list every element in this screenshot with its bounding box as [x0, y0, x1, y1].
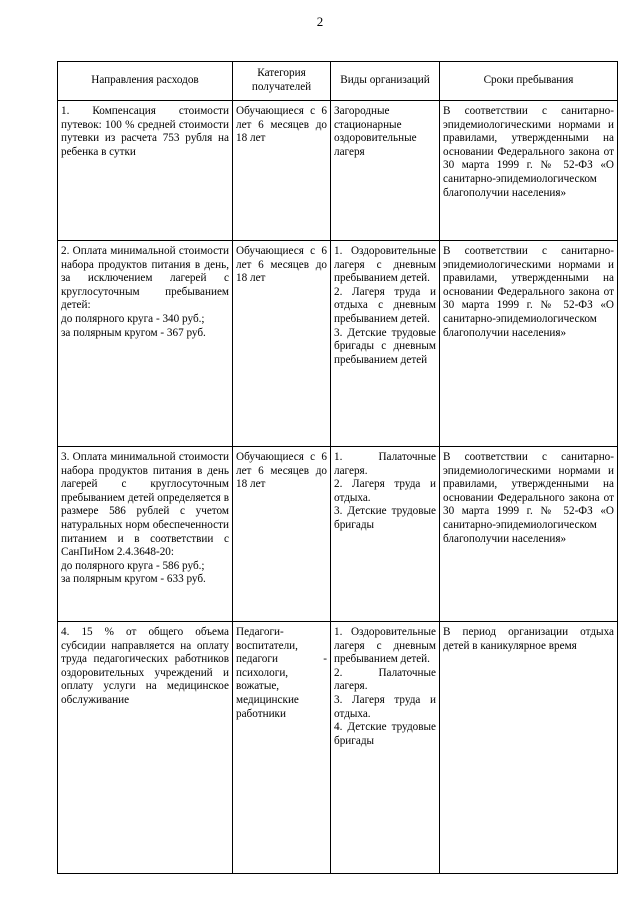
table-row — [58, 101, 618, 241]
organization-item: 2. Палаточные лагеря. — [334, 666, 436, 693]
table-row — [58, 622, 618, 874]
direction-cell: 1. Компенсация стоимости путевок: 100 % средней стоимости путевки из расчета 753 рубля на ребенка в сутки — [58, 101, 233, 241]
category-cell: Обучающиеся с 6 лет 6 месяцев до 18 лет — [233, 101, 331, 241]
direction-rate-line: за полярным кругом - 633 руб. — [61, 573, 206, 586]
terms-cell: В соответствии с санитарно-эпидемиологическими нормами и правилами, утвержденными на основании Федерального закона от 30 марта 1999 г. № 52-ФЗ «О санитарно-эпидемиологическом благополучии населения» — [440, 447, 618, 622]
terms-cell: В период организации отдыха детей в каникулярное время — [440, 622, 618, 874]
category-cell: Обучающиеся с 6 лет 6 месяцев до 18 лет — [233, 241, 331, 447]
expenses-table — [57, 61, 618, 874]
header-directions: Направления расходов — [58, 62, 233, 101]
organization-item: 4. Детские трудовые бригады — [334, 721, 436, 747]
organization-item: 1. Оздоровительные лагеря с дневным пребыванием детей. — [334, 626, 436, 666]
direction-rate-line: до полярного круга - 340 руб.; — [61, 312, 205, 325]
terms-cell: В соответствии с санитарно-эпидемиологическими нормами и правилами, утвержденными на основании Федерального закона от 30 марта 1999 г. № 52-ФЗ «О санитарно-эпидемиологическом благополучии населения» — [440, 101, 618, 241]
direction-cell — [58, 447, 233, 622]
organizations-cell — [331, 622, 440, 874]
organization-item: Загородные стационарные оздоровительные лагеря — [334, 105, 417, 158]
category-cell: Обучающиеся с 6 лет 6 месяцев до 18 лет — [233, 447, 331, 622]
organization-item: 3. Лагеря труда и отдыха. — [334, 693, 436, 720]
organization-item: 3. Детские трудовые бригады — [334, 505, 436, 531]
table-row — [58, 241, 618, 447]
header-organizations: Виды организаций — [331, 62, 440, 101]
table-row — [58, 447, 618, 622]
organization-item: 1. Оздоровительные лагеря с дневным пребыванием детей. — [334, 245, 436, 285]
terms-cell: В соответствии с санитарно-эпидемиологическими нормами и правилами, утвержденными на основании Федерального закона от 30 марта 1999 г. № 52-ФЗ «О санитарно-эпидемиологическом благополучии населения» — [440, 241, 618, 447]
organization-item: 2. Лагеря труда и отдыха с дневным пребыванием детей. — [334, 285, 436, 325]
direction-cell — [58, 241, 233, 447]
organization-item: 2. Лагеря труда и отдыха. — [334, 478, 436, 504]
organization-item: 1. Палаточные лагеря. — [334, 451, 436, 477]
table-header-row — [58, 62, 618, 101]
direction-text: 2. Оплата минимальной стоимости набора продуктов питания в день, за исключением лагерей с круглосуточным пребыванием детей: — [61, 245, 229, 312]
organization-item: 3. Детские трудовые бригады с дневным пребыванием детей — [334, 326, 436, 366]
header-terms: Сроки пребывания — [440, 62, 618, 101]
direction-text: 3. Оплата минимальной стоимости набора продуктов питания в день лагерей с круглосуточным пребыванием детей определяется в размере 586 рублей с учетом натуральных норм обеспеченности питанием и в соответствии с СанПиНом 2.4.3648-20: — [61, 451, 229, 559]
organizations-cell — [331, 241, 440, 447]
page-number: 2 — [316, 14, 324, 29]
direction-rate-line: за полярным кругом - 367 руб. — [61, 326, 206, 339]
category-cell: Педагоги-воспитатели, педагоги - психологи, вожатые, медицинские работники — [233, 622, 331, 874]
direction-cell: 4. 15 % от общего объема субсидии направляется на оплату труда педагогических работников оздоровительных учреждений и оплату услуги на медицинское обслуживание — [58, 622, 233, 874]
direction-rate-line: до полярного круга - 586 руб.; — [61, 559, 205, 572]
header-recipients: Категория получателей — [233, 62, 331, 101]
organizations-cell — [331, 447, 440, 622]
organizations-cell — [331, 101, 440, 241]
